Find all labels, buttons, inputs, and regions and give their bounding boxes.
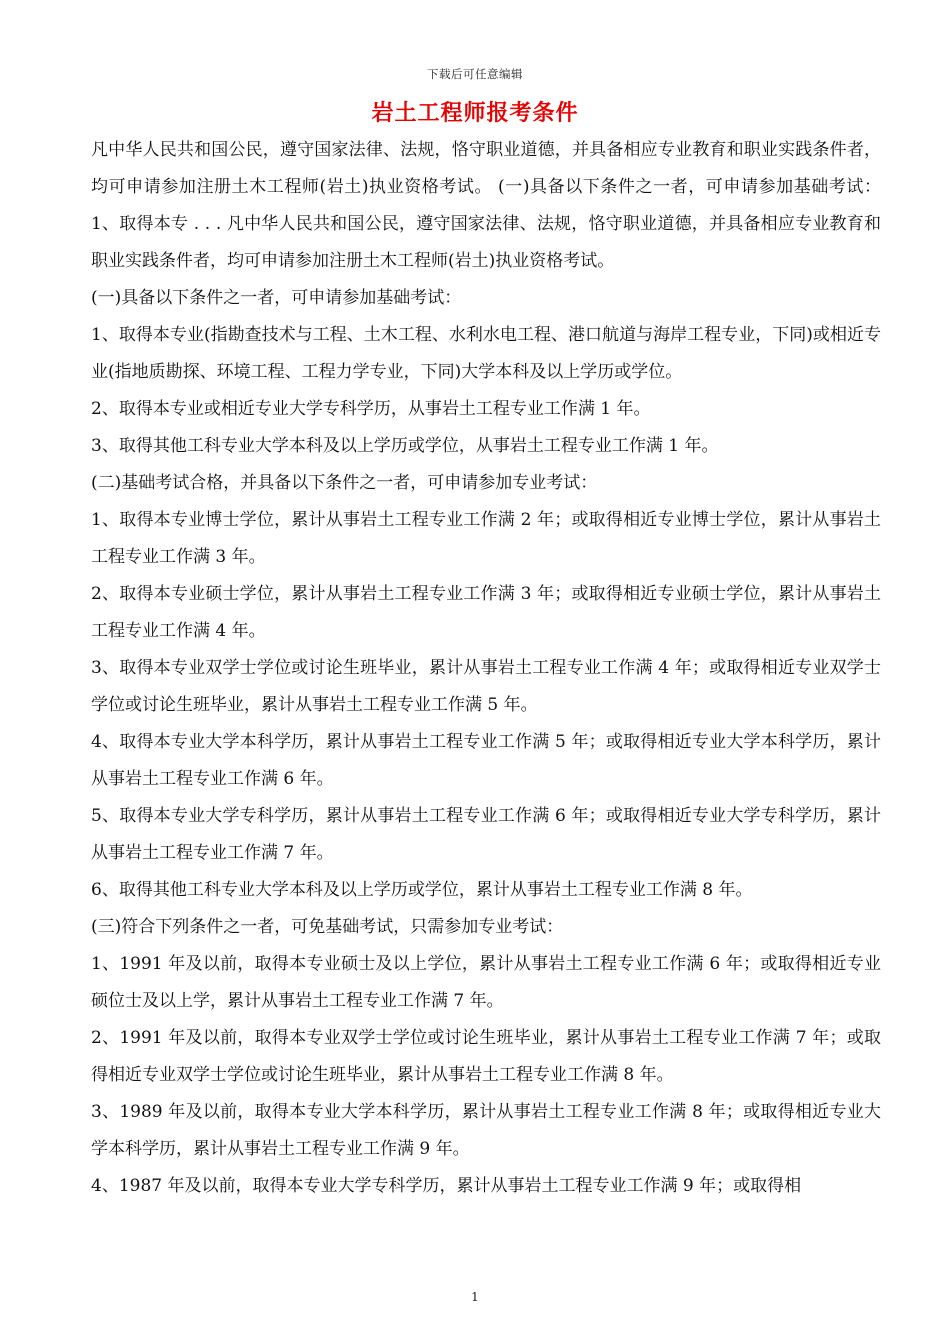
paragraph-item: 5、取得本专业大学专科学历，累计从事岩土工程专业工作满 6 年；或取得相近专业大学专科学历，累计从事岩土工程专业工作满 7 年。 xyxy=(91,806,881,863)
document-body xyxy=(91,132,881,1205)
paragraph-item: 2、取得本专业或相近专业大学专科学历，从事岩土工程专业工作满 1 年。 xyxy=(91,399,651,419)
document-title: 岩土工程师报考条件 xyxy=(371,100,579,126)
paragraph-item: 1、取得本专业博士学位，累计从事岩土工程专业工作满 2 年；或取得相近专业博士学位，累计从事岩土工程专业工作满 3 年。 xyxy=(91,510,881,567)
paragraph-section-2-heading: (二)基础考试合格，并具备以下条件之一者，可申请参加专业考试： xyxy=(91,473,598,493)
paragraph-item: 3、取得其他工科专业大学本科及以上学历或学位，从事岩土工程专业工作满 1 年。 xyxy=(91,436,719,456)
paragraph-item: 2、取得本专业硕士学位，累计从事岩土工程专业工作满 3 年；或取得相近专业硕士学位，累计从事岩土工程专业工作满 4 年。 xyxy=(91,584,881,641)
paragraph-section-3-heading: (三)符合下列条件之一者，可免基础考试，只需参加专业考试： xyxy=(91,917,564,937)
paragraph-item: 1、取得本专业(指勘查技术与工程、土木工程、水利水电工程、港口航道与海岸工程专业，下同)或相近专业(指地质勘探、环境工程、工程力学专业，下同)大学本科及以上学历或学位。 xyxy=(91,325,881,382)
page-number: 1 xyxy=(471,1290,479,1304)
paragraph-item: 4、1987 年及以前，取得本专业大学专科学历，累计从事岩土工程专业工作满 9 年；或取得相 xyxy=(91,1176,802,1196)
paragraph-item: 1、1991 年及以前，取得本专业硕士及以上学位，累计从事岩土工程专业工作满 6 年；或取得相近专业硕位士及以上学，累计从事岩土工程专业工作满 7 年。 xyxy=(91,954,881,1011)
paragraph-item: 4、取得本专业大学本科学历，累计从事岩土工程专业工作满 5 年；或取得相近专业大学本科学历，累计从事岩土工程专业工作满 6 年。 xyxy=(91,732,881,789)
paragraph-item: 3、取得本专业双学士学位或讨论生班毕业，累计从事岩土工程专业工作满 4 年；或取得相近专业双学士学位或讨论生班毕业，累计从事岩土工程专业工作满 5 年。 xyxy=(91,658,881,715)
paragraph-item: 2、1991 年及以前，取得本专业双学士学位或讨论生班毕业，累计从事岩土工程专业工作满 7 年；或取得相近专业双学士学位或讨论生班毕业，累计从事岩土工程专业工作满 8 年。 xyxy=(91,1028,881,1085)
paragraph-section-1-heading: (一)具备以下条件之一者，可申请参加基础考试： xyxy=(91,288,462,308)
paragraph-intro: 凡中华人民共和国公民，遵守国家法律、法规，恪守职业道德，并具备相应专业教育和职业实践条件者，均可申请参加注册土木工程师(岩土)执业资格考试。 (一)具备以下条件之一者，可申请参加基础考试： 1、取得本专 . . . 凡中华人民共和国公民，遵守国家法律、法规，恪守职业道德，并具备相应专业教育和职业实践条件者，均可申请参加注册土木工程师(岩土)执业资格考试。 xyxy=(91,140,881,271)
header-note: 下载后可任意编辑 xyxy=(427,67,523,81)
paragraph-item: 6、取得其他工科专业大学本科及以上学历或学位，累计从事岩土工程专业工作满 8 年。 xyxy=(91,880,753,900)
paragraph-item: 3、1989 年及以前，取得本专业大学本科学历，累计从事岩土工程专业工作满 8 年；或取得相近专业大学本科学历，累计从事岩土工程专业工作满 9 年。 xyxy=(91,1102,881,1159)
